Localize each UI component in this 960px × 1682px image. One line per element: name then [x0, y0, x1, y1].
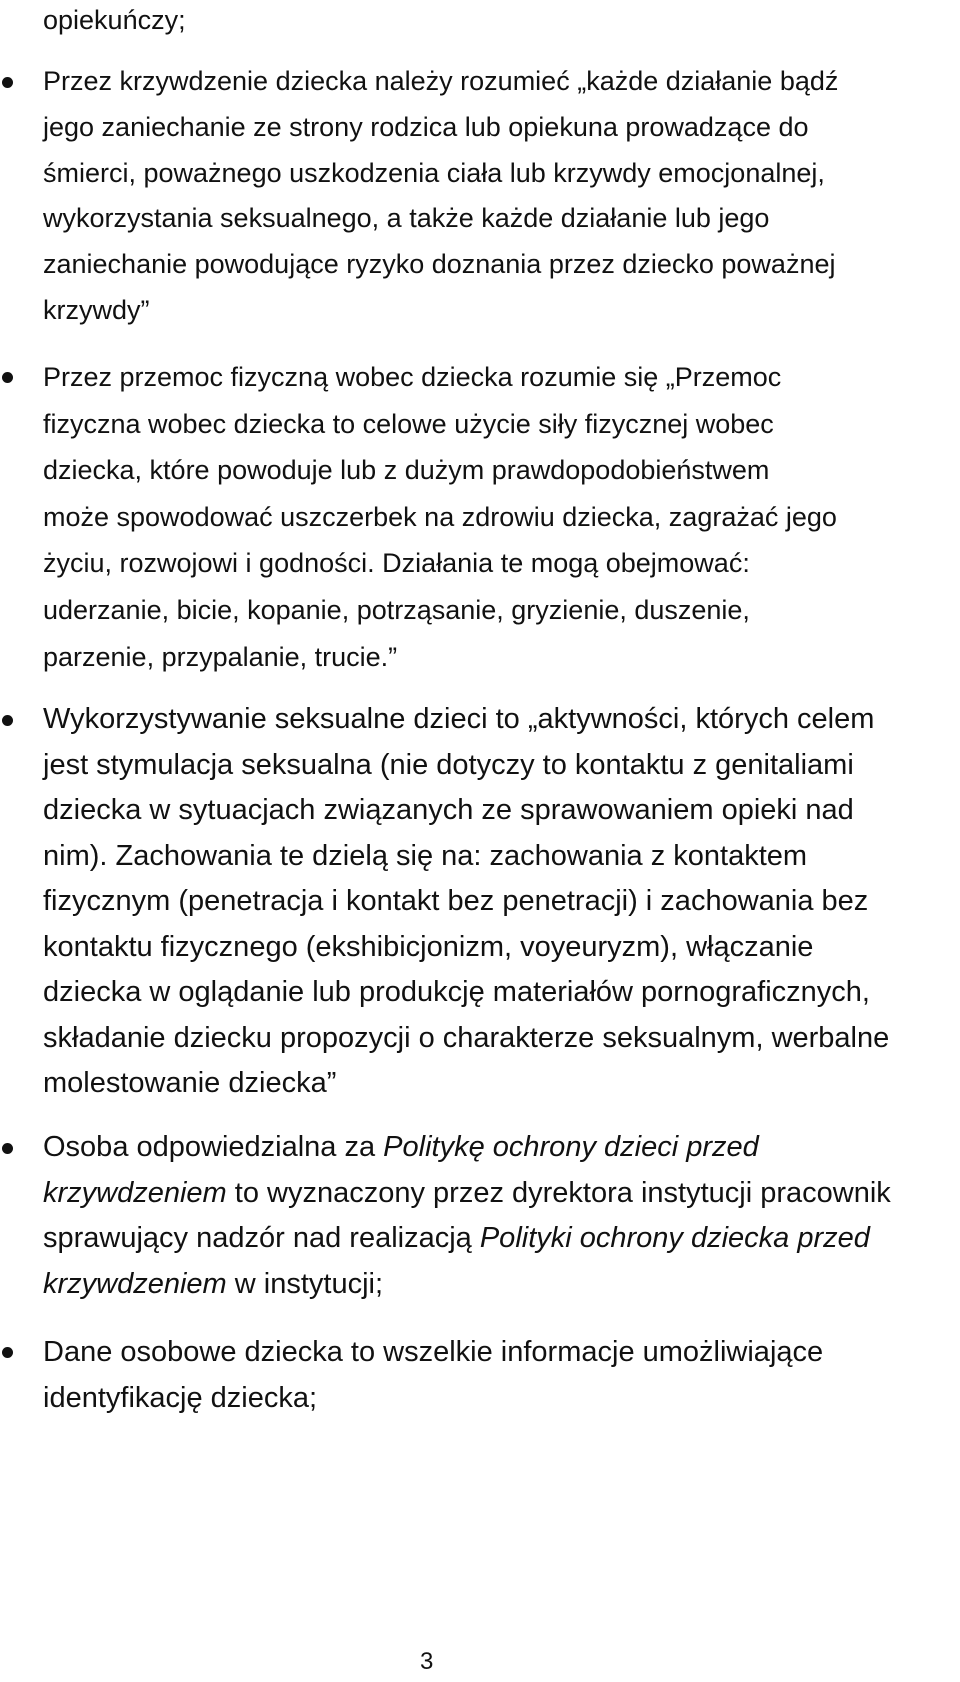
- text-line: [43, 1125, 923, 1171]
- bullet-icon: [2, 1347, 13, 1358]
- text-line: nim). Zachowania te dzielą się na: zachowania z kontaktem: [43, 839, 808, 872]
- text-line: [43, 1216, 923, 1262]
- text-run: to wyznaczony przez dyrektora instytucji pracownik: [226, 1176, 891, 1209]
- text-line: zaniechanie powodujące ryzyko doznania przez dziecko poważnej: [43, 249, 836, 280]
- text-line: jego zaniechanie ze strony rodzica lub opiekuna prowadzące do: [43, 111, 809, 142]
- text-run: w instytucji;: [226, 1267, 384, 1300]
- text-line: Przez przemoc fizyczną wobec dziecka rozumie się „Przemoc: [43, 362, 782, 392]
- text-line: fizyczna wobec dziecka to celowe użycie siły fizycznej wobec: [43, 408, 774, 439]
- text-line: krzywdy”: [43, 294, 150, 325]
- text-line: może spowodować uszczerbek na zdrowiu dziecka, zagrażać jego: [43, 501, 837, 532]
- bullet-text-responsible-person-definition: [43, 1125, 923, 1307]
- document-top-line: opiekuńczy;: [43, 5, 186, 35]
- text-line: Dane osobowe dziecka to wszelkie informacje umożliwiające: [43, 1336, 824, 1368]
- text-line: Przez krzywdzenie dziecka należy rozumieć „każde działanie bądź: [43, 66, 839, 96]
- text-line: dziecka, które powoduje lub z dużym prawdopodobieństwem: [43, 455, 770, 486]
- italic-text-run: Polityki ochrony dziecka przed: [479, 1222, 870, 1255]
- text-line: fizycznym (penetracja i kontakt bez penetracji) i zachowania bez: [43, 885, 869, 917]
- bullet-text-personal-data-definition: [43, 1329, 923, 1421]
- bullet-text-child-abuse-definition: [43, 59, 923, 334]
- text-line: dziecka w sytuacjach związanych ze sprawowaniem opieki nad: [43, 794, 854, 826]
- text-line: dziecka w oglądanie lub produkcję materiałów pornograficznych,: [43, 976, 870, 1008]
- bullet-icon: [2, 715, 13, 726]
- text-line: identyfikację dziecka;: [43, 1382, 318, 1414]
- text-line: Wykorzystywanie seksualne dzieci to „aktywności, których celem: [43, 703, 875, 735]
- bullet-text-sexual-exploitation-definition: [43, 697, 923, 1107]
- text-run: sprawujący nadzór nad realizacją: [43, 1222, 480, 1255]
- bullet-text-physical-violence-definition: [43, 354, 923, 680]
- text-line: jest stymulacja seksualna (nie dotyczy to kontaktu z genitaliami: [43, 748, 854, 781]
- text-line: parzenie, przypalanie, trucie.”: [43, 641, 398, 672]
- bullet-icon: [2, 77, 13, 88]
- italic-text-run: krzywdzeniem: [43, 1176, 227, 1209]
- text-line: uderzanie, bicie, kopanie, potrząsanie, gryzienie, duszenie,: [43, 594, 750, 625]
- italic-text-run: krzywdzeniem: [43, 1267, 227, 1300]
- italic-text-run: Politykę ochrony dzieci przed: [383, 1131, 759, 1163]
- bullet-icon: [2, 372, 13, 383]
- bullet-icon: [2, 1143, 13, 1154]
- text-line: molestowanie dziecka”: [43, 1067, 337, 1099]
- text-run: Osoba odpowiedzialna za: [43, 1131, 384, 1163]
- text-line: wykorzystania seksualnego, a także każde działanie lub jego: [43, 203, 770, 234]
- text-line: [43, 1171, 923, 1217]
- text-line: śmierci, poważnego uszkodzenia ciała lub krzywdy emocjonalnej,: [43, 157, 825, 188]
- text-line: życiu, rozwojowi i godności. Działania te mogą obejmować:: [43, 548, 750, 579]
- text-line: składanie dziecku propozycji o charakterze seksualnym, werbalne: [43, 1021, 890, 1054]
- text-line: [43, 1262, 923, 1308]
- page-number: 3: [420, 1648, 434, 1675]
- text-line: kontaktu fizycznego (ekshibicjonizm, voyeuryzm), włączanie: [43, 930, 814, 963]
